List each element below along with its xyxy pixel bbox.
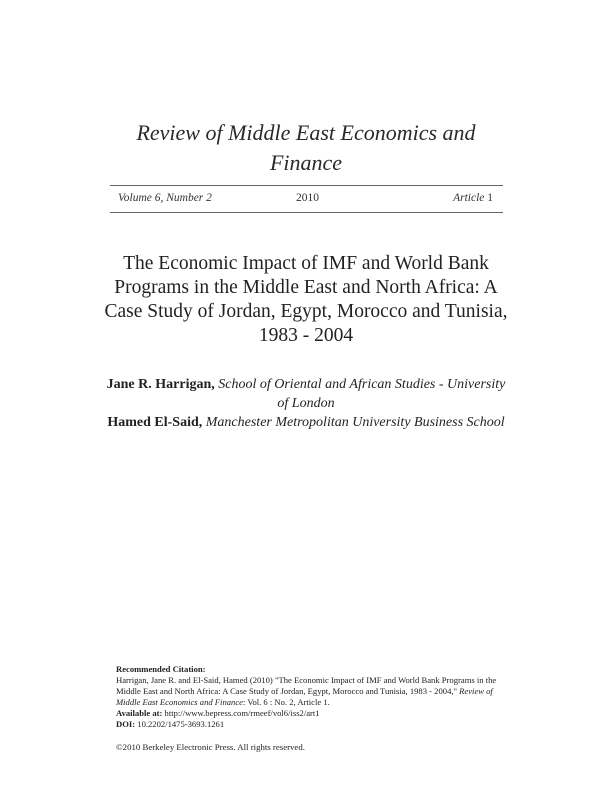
author-list (100, 375, 512, 432)
author-entry (100, 375, 512, 413)
paper-title: The Economic Impact of IMF and World Bank Programs in the Middle East and North Africa: A Case Study of Jordan, Egypt, Morocco and Tunisia, 1983 - 2004 (104, 253, 508, 346)
available-label: Available at: (116, 708, 163, 718)
citation-heading: Recommended Citation: (116, 664, 206, 674)
article-label: Article (453, 192, 485, 204)
doi-value[interactable]: 10.2202/1475-3693.1261 (137, 719, 225, 729)
author-entry (100, 413, 512, 432)
citation-text (116, 675, 506, 708)
doi (116, 719, 506, 730)
copyright-notice: ©2010 Berkeley Electronic Press. All rights reserved. (116, 742, 305, 752)
publication-year: 2010 (296, 192, 319, 204)
author-name: Hamed El-Said, (107, 415, 203, 430)
article-number (453, 192, 493, 204)
recommended-citation (116, 664, 506, 730)
author-name: Jane R. Harrigan, (106, 377, 215, 392)
article-number-value: 1 (487, 192, 493, 204)
citation-text-before: Harrigan, Jane R. and El-Said, Hamed (2010) "The Economic Impact of IMF and World Bank Programs in the Middle East and North Africa: A Case Study of Jordan, Egypt, Morocco and Tunisia, 1983 - 2004," (116, 675, 497, 696)
available-at (116, 708, 506, 719)
available-url[interactable]: http://www.bepress.com/rmeef/vol6/iss2/art1 (164, 708, 320, 718)
author-affiliation: Manchester Metropolitan University Business School (205, 415, 505, 430)
volume-number: Volume 6, Number 2 (118, 192, 212, 204)
doi-label: DOI: (116, 719, 136, 729)
author-affiliation: School of Oriental and African Studies - University of London (218, 377, 506, 411)
citation-text-after: : Vol. 6 : No. 2, Article 1. (242, 697, 330, 707)
journal-title: Review of Middle East Economics and Finance (136, 120, 476, 175)
issue-bar (110, 185, 503, 213)
citation-journal: Review of Middle East Economics and Finance (116, 686, 493, 707)
